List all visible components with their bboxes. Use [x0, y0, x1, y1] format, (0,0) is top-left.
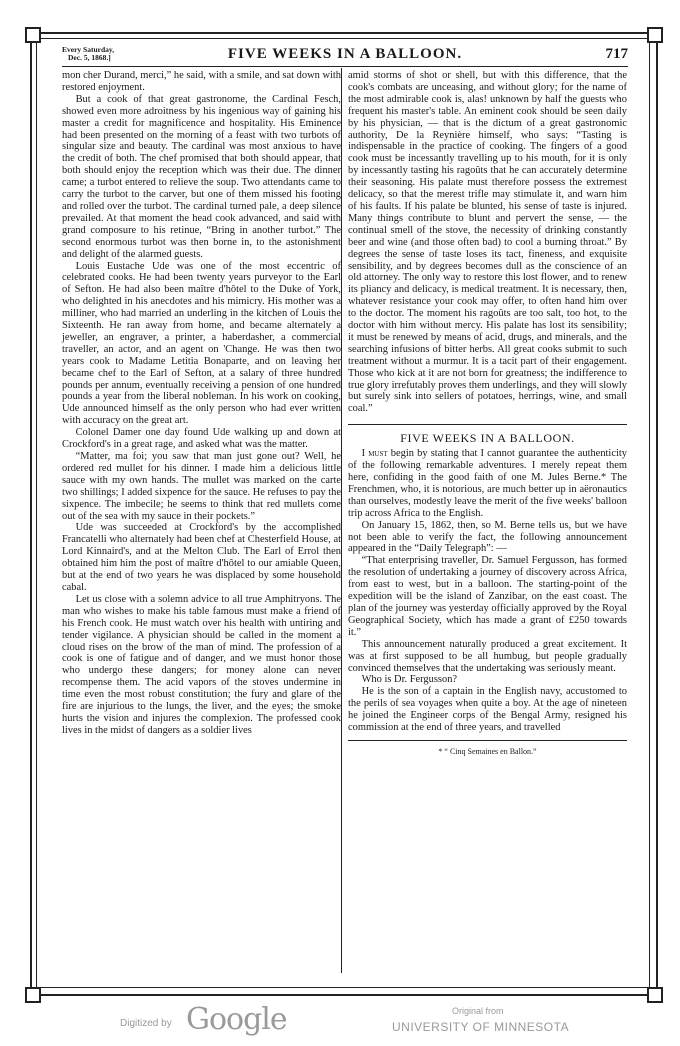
- border-corner-ornament: [25, 27, 41, 43]
- digitized-by-label: Digitized by: [120, 1018, 172, 1029]
- lead-small-caps: I must: [361, 448, 388, 460]
- header-rule: [62, 66, 628, 67]
- paragraph: He is the son of a captain in the English navy, accustomed to the perils of sea voyages when quite a boy. At the age of nineteen he joined the Engineer corps of the Bengal Army, resigned his commission at the end of three years, and travelled: [348, 686, 627, 734]
- left-column: [62, 70, 341, 737]
- header-date-line2: Dec. 5, 1868.]: [68, 53, 111, 62]
- article-title: FIVE WEEKS IN A BALLOON.: [400, 431, 575, 446]
- right-column: [348, 70, 627, 758]
- article-lead-paragraph: [348, 448, 627, 519]
- paragraph: Colonel Damer one day found Ude walking up and down at Crockford's in a great rage, and asked what was the matter.: [62, 427, 341, 451]
- paragraph: But a cook of that great gastronome, the Cardinal Fesch, showed even more adroitness by his ingenious way of gaining his master a credit for magnificence and hospitality. His Eminence had been presented on the morning of a feast with two turbots of singular size and beauty. The cardinal was most anxious to have the credit of both. The chef promised that both should appear, that both should enjoy the reception which was their due. The dinner came; a turbot entered to relieve the soup. Two attendants came to carry the turbot to the carver, but one of them missed his footing and rolled over the turbot. The cardinal turned pale, a deep silence prevailed. At that moment the head cook advanced, and said with grand composure to his retinue, “Bring in another turbot.” The second enormous turbot was then borne in, to the astonishment and delight of the alarmed guests.: [62, 93, 341, 260]
- running-header: [62, 44, 628, 66]
- footnote-rule: [348, 740, 627, 741]
- original-from-label: Original from: [452, 1006, 504, 1016]
- header-date-line1: Every Saturday,: [62, 45, 115, 54]
- google-logo: Google: [186, 1002, 287, 1037]
- scan-footer: [0, 1000, 680, 1046]
- border-corner-ornament: [647, 27, 663, 43]
- section-divider: [348, 424, 627, 425]
- paragraph: mon cher Durand, merci,” he said, with a smile, and sat down with restored enjoyment.: [62, 70, 341, 93]
- paragraph: Let us close with a solemn advice to all true Amphitryons. The man who wishes to make his table famous must make a friend of his French cook. He must watch over his health with untiring and tender vigilance. A physician should be called in the moment a cloud rises on the brow of the man of mind. The profession of a cook is one of fatigue and of danger, and we must honor those who undergo these dangers; for money alone can never recompense them. The acid vapors of the stoves undermine in time even the most robust constitution; the fury and glare of the fire are injurious to the lungs, the liver, and the eyes; the smoke hurts the vision and injures the complexion. The professed cook lives in the midst of dangers as a soldier lives: [62, 593, 341, 736]
- paragraph: On January 15, 1862, then, so M. Berne tells us, but we have not been able to verify the fact, the following announcement appeared in the “Daily Telegraph”: —: [348, 519, 627, 555]
- lead-text: begin by stating that I cannot guarantee the authenticity of the following remarkable adventures. I merely repeat them here, confiding in the good faith of one M. Jules Berne.* The Frenchmen, who, it is notorious, are much better up in aëronautics than ourselves, modestly leave the merit of the five weeks' balloon trip across Africa to the English.: [348, 448, 627, 519]
- paragraph: This announcement naturally produced a great excitement. It was at first supposed to be all humbug, but people gradually convinced themselves that the undertaking was seriously meant.: [348, 638, 627, 674]
- institution-name: UNIVERSITY OF MINNESOTA: [392, 1020, 570, 1034]
- header-title: FIVE WEEKS IN A BALLOON.: [227, 46, 463, 62]
- paragraph: Louis Eustache Ude was one of the most eccentric of celebrated cooks. He had been twenty years purveyor to the Earl of Sefton. He had also been maître d'hôtel to the Duke of York, who delighted in his anecdotes and his mimicry. His mother was a milliner, who had married an underling in the kitchen of Louis the Sixteenth. He ran away from home, and became alternately a jeweller, an engraver, a printer, a haberdasher, a commercial traveller, an actor, and an agent on 'Change. He was then two years cook to Madame Letitia Bonaparte, and on leaving her became chef to the Earl of Sefton, at a salary of three hundred pounds per annum, eventually receiving a pension of one hundred pounds a year from the liberal nobleman. In his work on cooking, Ude announced himself as the only person who had ever written with accuracy on the great art.: [62, 260, 341, 427]
- column-divider: [341, 68, 342, 973]
- paragraph: “Matter, ma foi; you saw that man just gone out? Well, he ordered red mullet for his dinner. I made him a delicious little sauce with my own hands. The mullet was marked on the carte two shillings; I added sixpence for the sauce. He refuses to pay the sixpence. The imbecile; he seems to think that red mullets come out of the sea with my sauce in their pockets.”: [62, 451, 341, 522]
- page-number: 717: [605, 46, 628, 62]
- footnote: * “ Cinq Semaines en Ballon.”: [438, 746, 537, 756]
- quote-paragraph: “That enterprising traveller, Dr. Samuel Fergusson, has formed the resolution of undertaking a journey of discovery across Africa, from east to west, but in a balloon. The starting-point of the expedition will be the island of Zanzibar, on the east coast. The plan of the journey was yesterday officially approved by the Royal Geographical Society, which has made a grant of £250 towards it.”: [348, 555, 627, 638]
- paragraph: amid storms of shot or shell, but with this difference, that the cook's combats are unceasing, and without glory; for the name of the most admirable cook is, alas! unknown by half the guests who frequent his master's table. An eminent cook should be seen daily by his physician, — that is the dictum of a great gastronomic authority, De la Reynière himself, who says: “Tasting is indispensable in the practice of cooking. The fingers of a good cook must be incessantly travelling up to his mouth, for it is only by incessantly tasting his ragoûts that he can accurately determine their seasoning. His palate must therefore possess the extremest delicacy, so that the merest trifle may stimulate it, and warn him of his faults. If his palate be blunted, his sense of taste is injured. Many things contribute to blunt and pervert the sense, — the continual smell of the stove, the necessity of drinking constantly beer and wine (and those often bad) to cool a burning throat.” By degrees the sense of taste loses its tact, fineness, and exquisite sensibility, and by degrees becomes dull as the conscience of an old attorney. The only way to restore this lost flower, and to renew its pliancy and delicacy, is medical treatment. It is necessary, then, whatever resistance your cook may offer, to often hand him over to the doctor. The moment his ragoûts are too salt, too hot, to the doctor with him without mercy. His palate has lost its sensibility; it must be renewed by means of acid, drugs, and minerals, and the searching infusions of bitter herbs. All great cooks submit to such treatment without a murmur. It is a tacit part of their engagement. Those who kick at it are not born for greatness; the indifference to true glory irrefutably proves them underlings, and they will slowly but surely sink into sellers of potatoes, herrings, wine, and small coal.”: [348, 70, 627, 415]
- paragraph: Who is Dr. Fergusson?: [361, 674, 458, 686]
- paragraph: Ude was succeeded at Crockford's by the accomplished Francatelli who alternately had been chef at Chesterfield House, at Lord Kinnaird's, and at the Melton Club. The Earl of Errol then obtained him him the post of maître d'hôtel to our amiable Queen, but at the end of two years he was displaced by some household cabal.: [62, 522, 341, 593]
